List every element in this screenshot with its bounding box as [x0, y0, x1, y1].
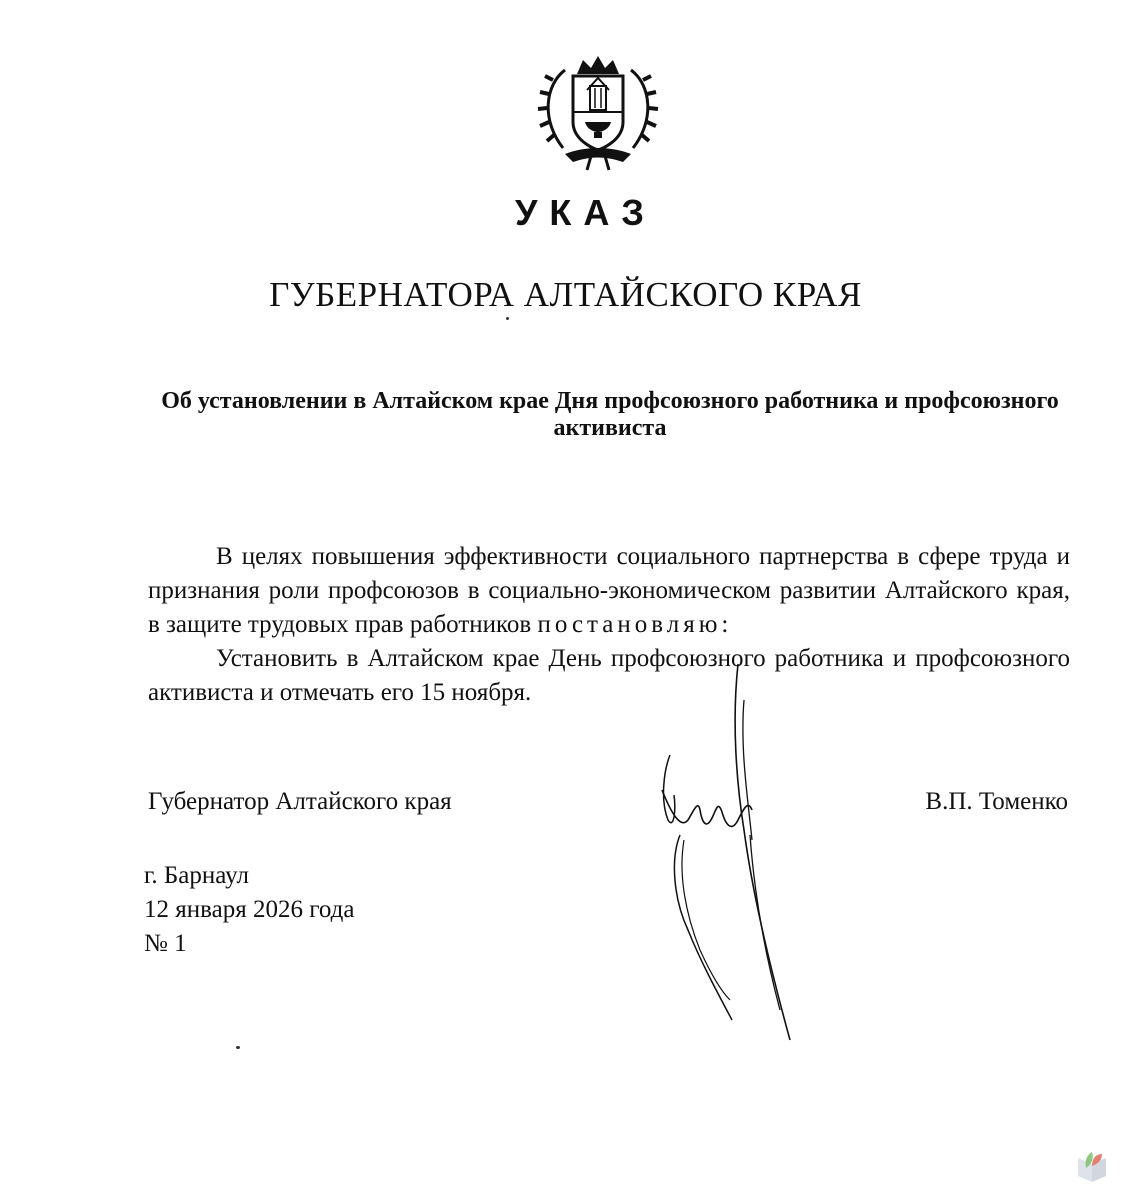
paragraph-2: Установить в Алтайском крае День профсоюзного работника и профсоюзного активиста и отмечать его 15 ноября. — [148, 645, 1070, 706]
stray-dot — [236, 1046, 240, 1049]
decree-keyword: постановляю — [537, 611, 722, 638]
decree-body — [148, 540, 1070, 710]
issuer-title: ГУБЕРНАТОРА АЛТАЙСКОГО КРАЯ — [269, 275, 862, 314]
site-logo-icon — [1074, 1148, 1110, 1184]
paragraph-1 — [148, 540, 1070, 642]
city: г. Барнаул — [144, 862, 249, 889]
signatory-position: Губернатор Алтайского края — [148, 788, 452, 815]
handwritten-signature-icon — [640, 660, 800, 1060]
dot-mark — [506, 317, 509, 320]
paragraph-1-end: : — [721, 611, 729, 638]
decree-title: УКАЗ — [515, 192, 656, 233]
decree-number: № 1 — [144, 930, 187, 957]
decree-subject: Об установлении в Алтайском крае Дня профсоюзного работника и профсоюзного активиста — [161, 388, 1059, 441]
altai-coat-of-arms-icon — [535, 50, 661, 172]
signatory-name: В.П. Томенко — [925, 788, 1068, 815]
decree-details — [144, 859, 354, 961]
date: 12 января 2026 года — [144, 896, 355, 923]
paragraph-1-text: В целях повышения эффективности социального партнерства в сфере труда и признания роли профсоюзов в социально-экономическом развитии Алтайского края, в защите трудовых прав работников — [148, 543, 1070, 638]
